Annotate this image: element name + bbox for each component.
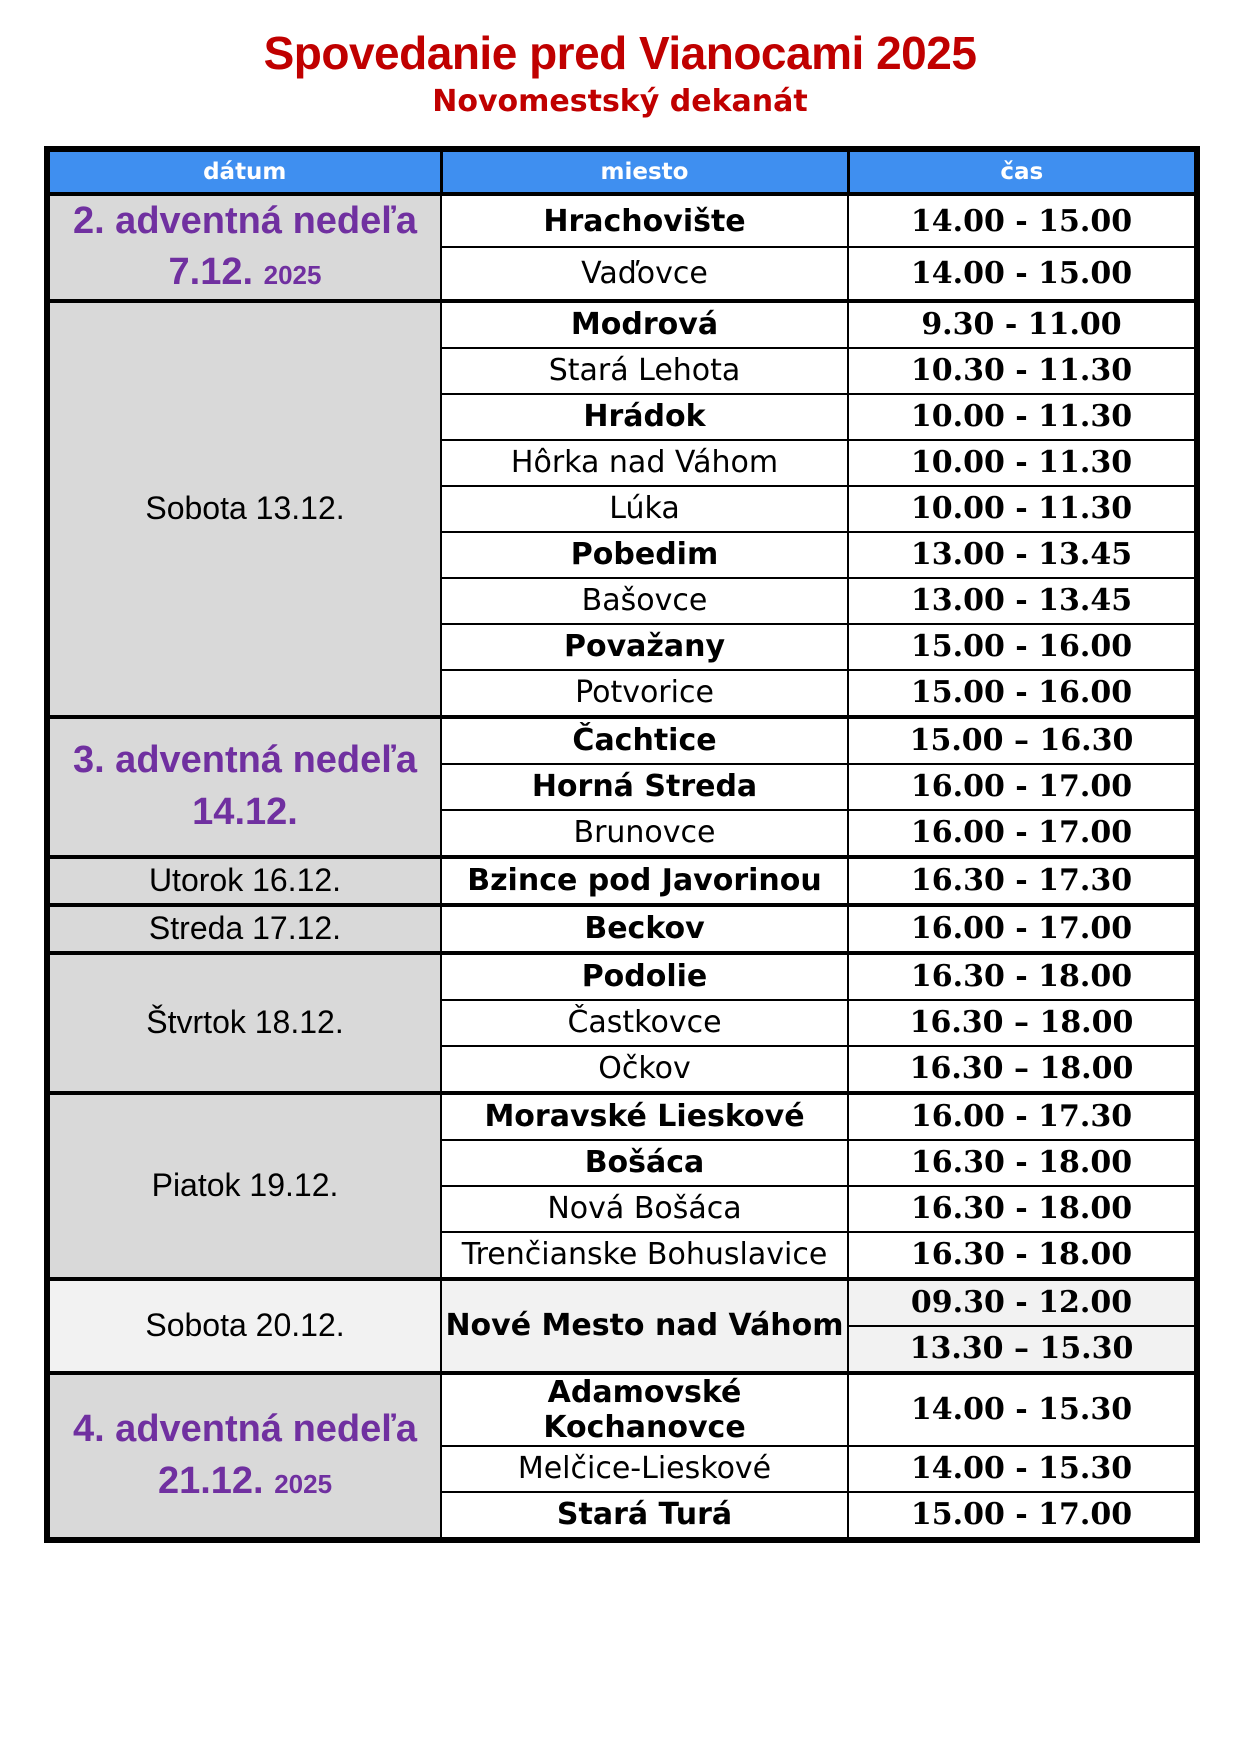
time-cell: 14.00 - 15.00 — [848, 247, 1197, 300]
place-cell: Beckov — [441, 905, 848, 953]
date-line2 — [50, 787, 440, 838]
place-cell: Adamovské Kochanovce — [441, 1373, 848, 1446]
schedule-table — [44, 146, 1200, 1543]
time-cell: 10.00 - 11.30 — [848, 394, 1197, 440]
date-value: 14.12. — [192, 790, 298, 833]
time-cell: 10.30 - 11.30 — [848, 348, 1197, 394]
place-cell: Pobedim — [441, 532, 848, 578]
date-cell — [47, 1279, 441, 1373]
time-cell: 10.00 - 11.30 — [848, 486, 1197, 532]
table-row — [47, 1373, 1197, 1446]
date-label: Utorok 16.12. — [148, 862, 342, 898]
place-cell: Považany — [441, 624, 848, 670]
date-cell — [47, 194, 441, 301]
date-label: 2. adventná nedeľa — [72, 200, 418, 242]
time-cell: 16.30 - 17.30 — [848, 857, 1197, 905]
date-label: Sobota 20.12. — [145, 1307, 345, 1343]
table-row — [47, 1093, 1197, 1140]
time-cell: 15.00 - 16.00 — [848, 670, 1197, 717]
date-line2 — [50, 1456, 440, 1507]
place-cell: Modrová — [441, 301, 848, 348]
time-cell: 15.00 - 17.00 — [848, 1492, 1197, 1540]
date-label: 3. adventná nedeľa — [72, 739, 418, 782]
time-cell: 13.30 – 15.30 — [848, 1326, 1197, 1373]
date-cell — [47, 1373, 441, 1540]
date-cell — [47, 301, 441, 717]
place-cell: Hrachovište — [441, 194, 848, 247]
page-title: Spovedanie pred Vianocami 2025 — [263, 27, 977, 79]
place-cell: Čachtice — [441, 717, 848, 764]
place-cell: Horná Streda — [441, 764, 848, 810]
time-cell: 16.30 - 18.00 — [848, 1232, 1197, 1279]
date-value: 7.12. — [168, 251, 254, 294]
time-cell: 15.00 – 16.30 — [848, 717, 1197, 764]
schedule-body — [47, 194, 1197, 1540]
time-cell: 14.00 - 15.30 — [848, 1446, 1197, 1492]
time-cell: 16.30 – 18.00 — [848, 1046, 1197, 1093]
time-cell: 14.00 - 15.30 — [848, 1373, 1197, 1446]
place-cell: Potvorice — [441, 670, 848, 717]
date-cell — [47, 857, 441, 905]
place-cell: Trenčianske Bohuslavice — [441, 1232, 848, 1279]
place-cell: Bzince pod Javorinou — [441, 857, 848, 905]
time-cell: 13.00 - 13.45 — [848, 578, 1197, 624]
time-cell: 10.00 - 11.30 — [848, 440, 1197, 486]
time-cell: 09.30 - 12.00 — [848, 1279, 1197, 1326]
date-cell — [47, 953, 441, 1093]
time-cell: 16.00 - 17.00 — [848, 810, 1197, 857]
date-line2 — [50, 247, 440, 298]
date-label: Piatok 19.12. — [151, 1167, 339, 1203]
place-cell: Bašovce — [441, 578, 848, 624]
time-cell: 16.00 - 17.00 — [848, 905, 1197, 953]
date-cell — [47, 1093, 441, 1279]
place-cell: Lúka — [441, 486, 848, 532]
time-cell: 16.00 - 17.30 — [848, 1093, 1197, 1140]
table-row — [47, 301, 1197, 348]
date-value: 21.12. — [157, 1459, 264, 1502]
time-cell: 16.30 - 18.00 — [848, 953, 1197, 1000]
place-cell: Brunovce — [441, 810, 848, 857]
date-year: 2025 — [274, 1468, 333, 1499]
header-row — [47, 149, 1197, 194]
table-row — [47, 717, 1197, 764]
time-cell: 16.30 - 18.00 — [848, 1140, 1197, 1186]
time-cell: 16.30 – 18.00 — [848, 1000, 1197, 1046]
time-cell: 16.00 - 17.00 — [848, 764, 1197, 810]
time-cell: 14.00 - 15.00 — [848, 194, 1197, 247]
date-cell — [47, 717, 441, 857]
table-row — [47, 194, 1197, 247]
date-cell — [47, 905, 441, 953]
place-cell: Podolie — [441, 953, 848, 1000]
table-row — [47, 953, 1197, 1000]
place-cell: Nové Mesto nad Váhom — [441, 1279, 848, 1373]
place-cell: Moravské Lieskové — [441, 1093, 848, 1140]
page-subtitle: Novomestský dekanát — [432, 84, 808, 119]
table-row — [47, 1279, 1197, 1326]
time-cell: 15.00 - 16.00 — [848, 624, 1197, 670]
table-row — [47, 905, 1197, 953]
column-header-time: čas — [848, 149, 1197, 194]
time-cell: 13.00 - 13.45 — [848, 532, 1197, 578]
place-cell: Vaďovce — [441, 247, 848, 300]
date-label: Streda 17.12. — [148, 910, 342, 946]
time-cell: 9.30 - 11.00 — [848, 301, 1197, 348]
place-cell: Stará Turá — [441, 1492, 848, 1540]
column-header-date: dátum — [47, 149, 441, 194]
table-row — [47, 857, 1197, 905]
date-label: Sobota 13.12. — [145, 490, 345, 526]
date-year: 2025 — [263, 260, 322, 291]
place-cell: Nová Bošáca — [441, 1186, 848, 1232]
time-cell: 16.30 - 18.00 — [848, 1186, 1197, 1232]
place-cell: Melčice-Lieskové — [441, 1446, 848, 1492]
place-cell: Hôrka nad Váhom — [441, 440, 848, 486]
date-label: Štvrtok 18.12. — [146, 1004, 344, 1040]
column-header-place: miesto — [441, 149, 848, 194]
place-cell: Stará Lehota — [441, 348, 848, 394]
place-cell: Očkov — [441, 1046, 848, 1093]
date-label: 4. adventná nedeľa — [72, 1408, 418, 1451]
place-cell: Bošáca — [441, 1140, 848, 1186]
place-cell: Hrádok — [441, 394, 848, 440]
place-cell: Častkovce — [441, 1000, 848, 1046]
